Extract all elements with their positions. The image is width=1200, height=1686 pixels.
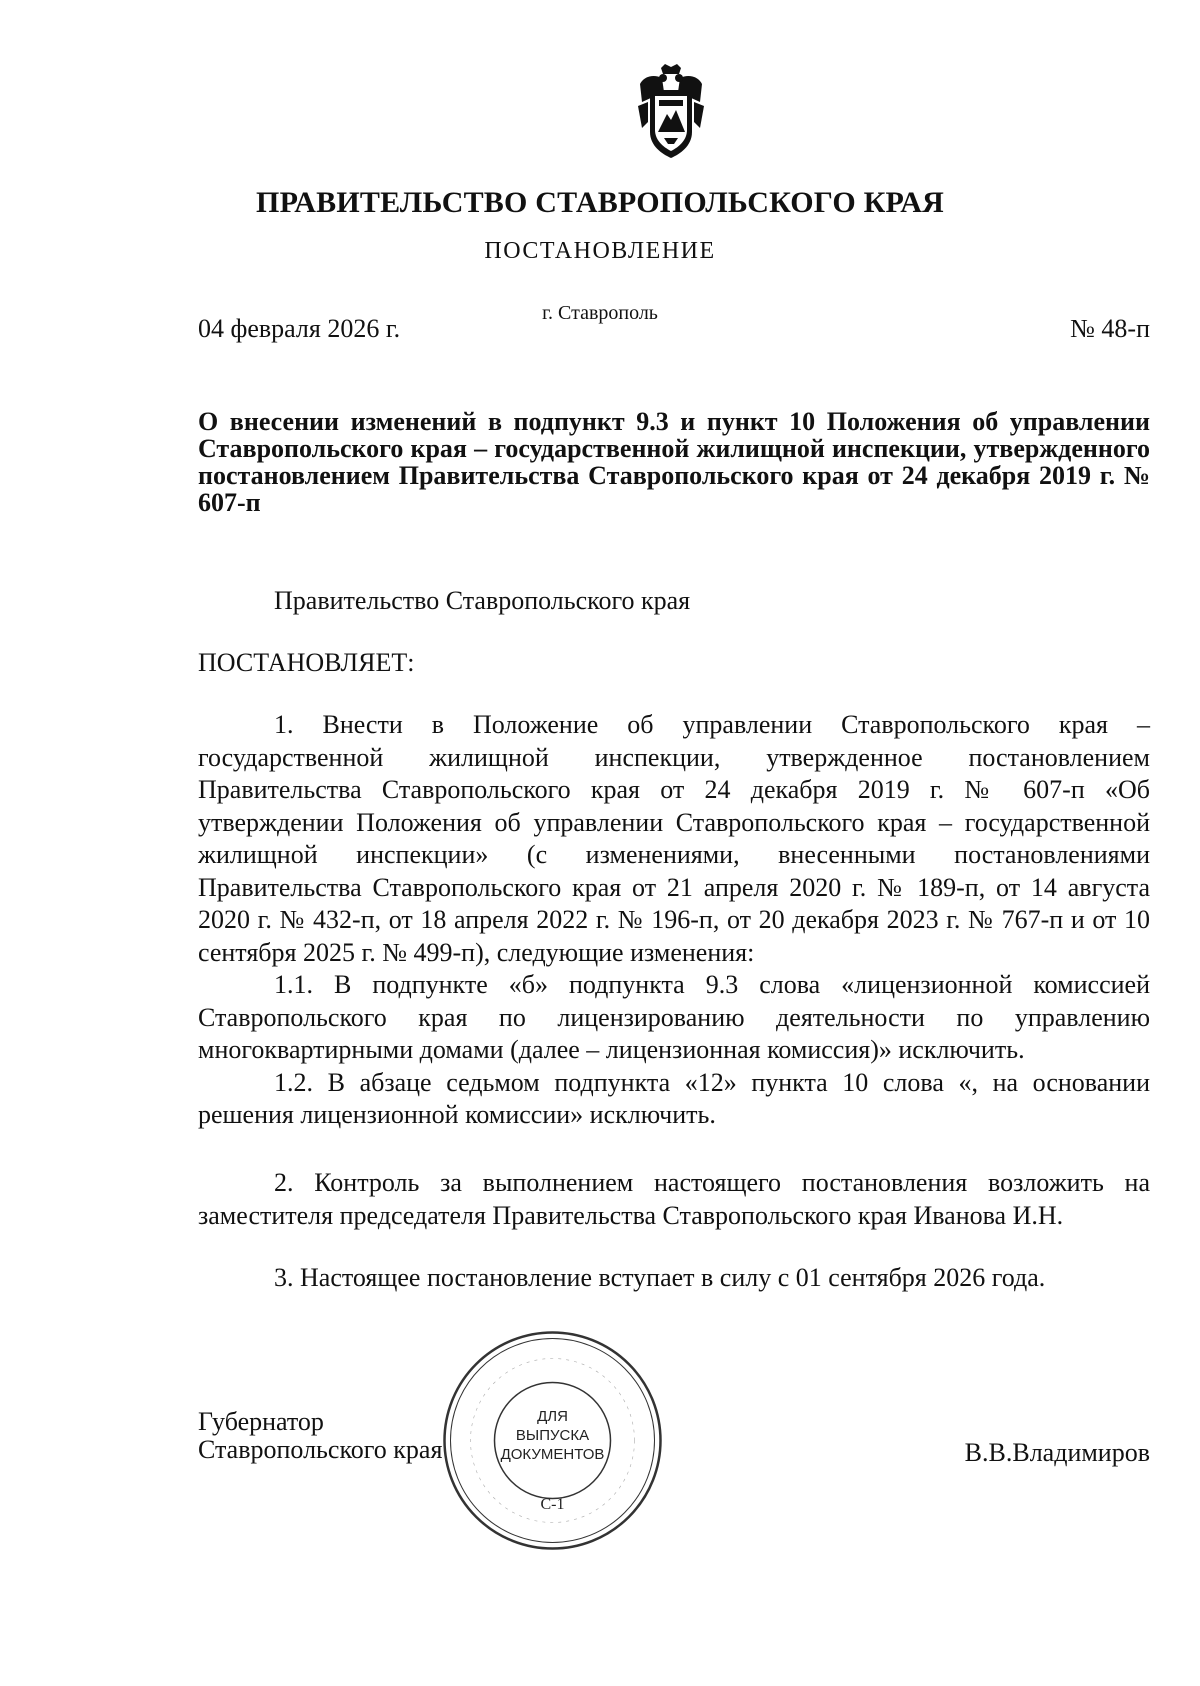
government-title: ПРАВИТЕЛЬСТВО СТАВРОПОЛЬСКОГО КРАЯ [256, 186, 944, 219]
signatory-name: В.В.Владимиров [964, 1438, 1150, 1467]
decree-subject: О внесении изменений в подпункт 9.3 и пункт 10 Положения об управлении Ставропольского края – государственной жилищной инспекции, утвержденного постановлением Правительства Ставропольского края от 24 декабря 2019 г. № 607-п [198, 407, 1150, 517]
signatory-title-line2: Ставропольского края [198, 1435, 443, 1464]
resolves-label: ПОСТАНОВЛЯЕТ: [198, 648, 415, 677]
paragraph-2-block [198, 1167, 1150, 1232]
stamp-text-line3: ДОКУМЕНТОВ [500, 1446, 605, 1463]
decree-body [198, 709, 1150, 1132]
paragraph-1-1: 1.1. В подпункте «б» подпункта 9.3 слова «лицензионной комиссией Ставропольского края по лицензированию деятельности по управлению многоквартирными домами (далее – лицензионная комиссия)» исключить. [198, 970, 1150, 1064]
preamble: Правительство Ставропольского края [274, 586, 691, 615]
signatory-title-line1: Губернатор [198, 1407, 324, 1436]
paragraph-1-2: 1.2. В абзаце седьмом подпункта «12» пункта 10 слова «, на основании решения лицензионной комиссии» исключить. [198, 1067, 1150, 1129]
decree-number: № 48-п [1070, 314, 1150, 343]
paragraph-3: 3. Настоящее постановление вступает в силу с 01 сентября 2026 года. [274, 1263, 1046, 1292]
paragraph-2: 2. Контроль за выполнением настоящего постановления возложить на заместителя председателя Правительства Ставропольского края Иванова И.Н. [198, 1168, 1150, 1230]
coat-of-arms-icon [634, 62, 708, 162]
signatory-title [198, 1408, 442, 1464]
decree-date: 04 февраля 2026 г. [198, 314, 401, 343]
city-label: г. Ставрополь [542, 302, 658, 324]
official-stamp [440, 1328, 665, 1553]
stamp-text-line1: ДЛЯ [537, 1408, 568, 1425]
stamp-text-line2: ВЫПУСКА [515, 1427, 590, 1444]
paragraph-3-block [198, 1262, 1150, 1295]
stamp-code: С-1 [540, 1496, 565, 1513]
paragraph-1: 1. Внести в Положение об управлении Ставропольского края – государственной жилищной инспекции, утвержденное постановлением Правительства Ставропольского края от 24 декабря 2019 г. № 607-п «Об утверждении Положения об управлении Ставропольского края – государственной жилищной инспекции» (с изменениями, внесенными постановлениями Правительства Ставропольского края от 21 апреля 2020 г. № 189-п, от 14 августа 2020 г. № 432-п, от 18 апреля 2022 г. № 196-п, от 20 декабря 2023 г. № 767-п и от 10 сентября 2025 г. № 499-п), следующие изменения: [198, 710, 1150, 967]
decree-label: ПОСТАНОВЛЕНИЕ [484, 238, 716, 264]
